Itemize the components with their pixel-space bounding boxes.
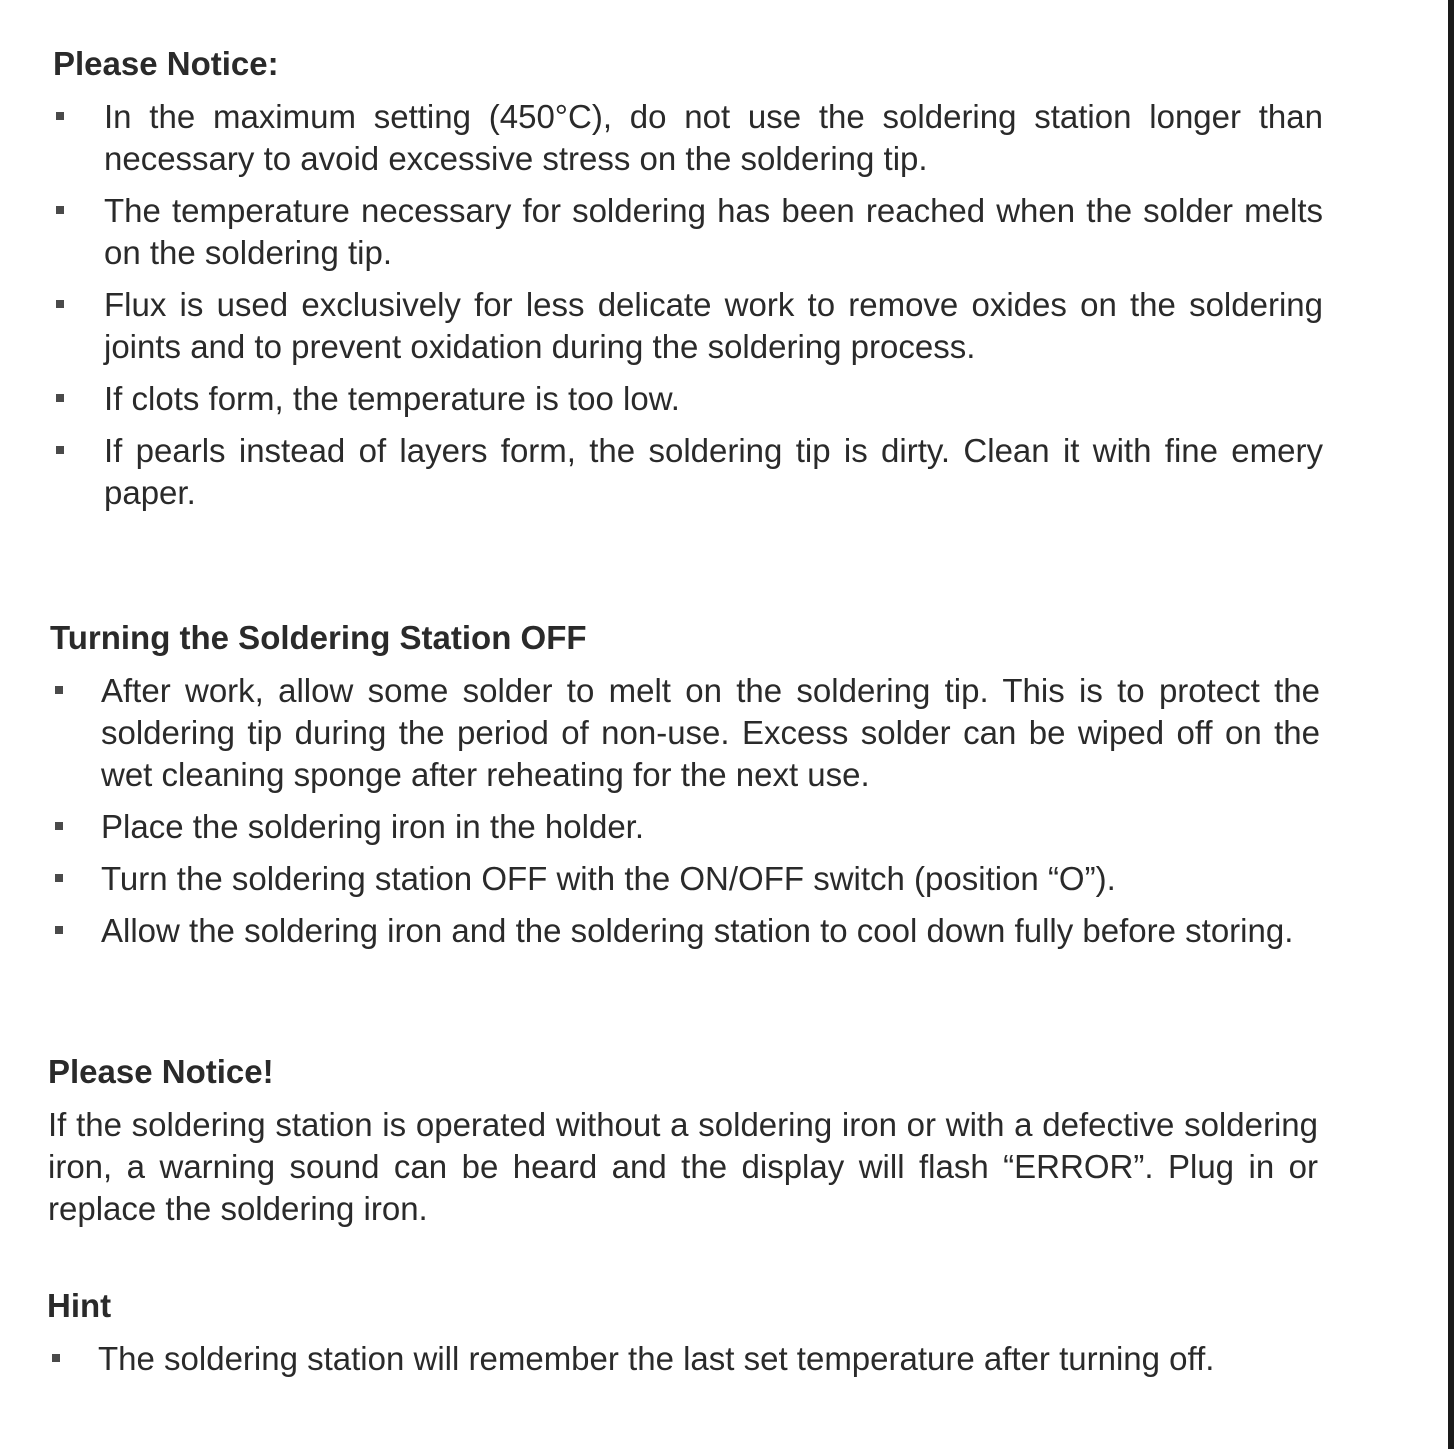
list-item-text: Allow the soldering iron and the soldering station to cool down fully before storing.	[101, 912, 1294, 949]
list-item	[53, 96, 1323, 180]
square-bullet-icon	[56, 300, 64, 308]
please-notice-heading: Please Notice:	[53, 45, 279, 82]
list-item-text: Place the soldering iron in the holder.	[101, 808, 645, 845]
square-bullet-icon	[52, 1354, 60, 1362]
list-item	[50, 910, 1320, 952]
list-item	[53, 430, 1323, 514]
list-item	[50, 670, 1320, 796]
error-warning-paragraph: If the soldering station is operated without a soldering iron or with a defective soldering iron, a warning sound can be heard and the display will flash “ERROR”. Plug in or replace the soldering iron.	[48, 1106, 1318, 1227]
list-item	[53, 190, 1323, 274]
list-item-text: In the maximum setting (450°C), do not use the soldering station longer than necessary to avoid excessive stress on the soldering tip.	[104, 98, 1323, 177]
hint-heading: Hint	[47, 1287, 112, 1324]
square-bullet-icon	[55, 926, 63, 934]
list-item	[53, 378, 1323, 420]
list-item-text: The soldering station will remember the last set temperature after turning off.	[98, 1340, 1215, 1377]
list-item-text: Turn the soldering station OFF with the ON/OFF switch (position “O”).	[101, 860, 1116, 897]
list-item	[53, 284, 1323, 368]
please-notice-warning-heading: Please Notice!	[48, 1053, 274, 1090]
square-bullet-icon	[55, 822, 63, 830]
list-item-text: If clots form, the temperature is too low.	[104, 380, 680, 417]
square-bullet-icon	[56, 112, 64, 120]
list-item-text: The temperature necessary for soldering has been reached when the solder melts on the soldering tip.	[104, 192, 1323, 271]
square-bullet-icon	[55, 874, 63, 882]
hint-list	[47, 1338, 1317, 1390]
square-bullet-icon	[56, 206, 64, 214]
square-bullet-icon	[56, 446, 64, 454]
list-item	[50, 806, 1320, 848]
list-item-text: After work, allow some solder to melt on the soldering tip. This is to protect the soldering tip during the period of non-use. Excess solder can be wiped off on the wet cleaning sponge after reheating for the next use.	[101, 672, 1320, 793]
list-item-text: If pearls instead of layers form, the soldering tip is dirty. Clean it with fine emery paper.	[104, 432, 1323, 511]
scan-edge-border	[1448, 0, 1454, 1449]
list-item-text: Flux is used exclusively for less delicate work to remove oxides on the soldering joints and to prevent oxidation during the soldering process.	[104, 286, 1323, 365]
turning-off-list	[50, 670, 1320, 962]
square-bullet-icon	[55, 686, 63, 694]
list-item	[50, 858, 1320, 900]
turning-off-heading: Turning the Soldering Station OFF	[50, 619, 587, 656]
list-item	[47, 1338, 1317, 1380]
square-bullet-icon	[56, 394, 64, 402]
please-notice-list	[53, 96, 1323, 524]
